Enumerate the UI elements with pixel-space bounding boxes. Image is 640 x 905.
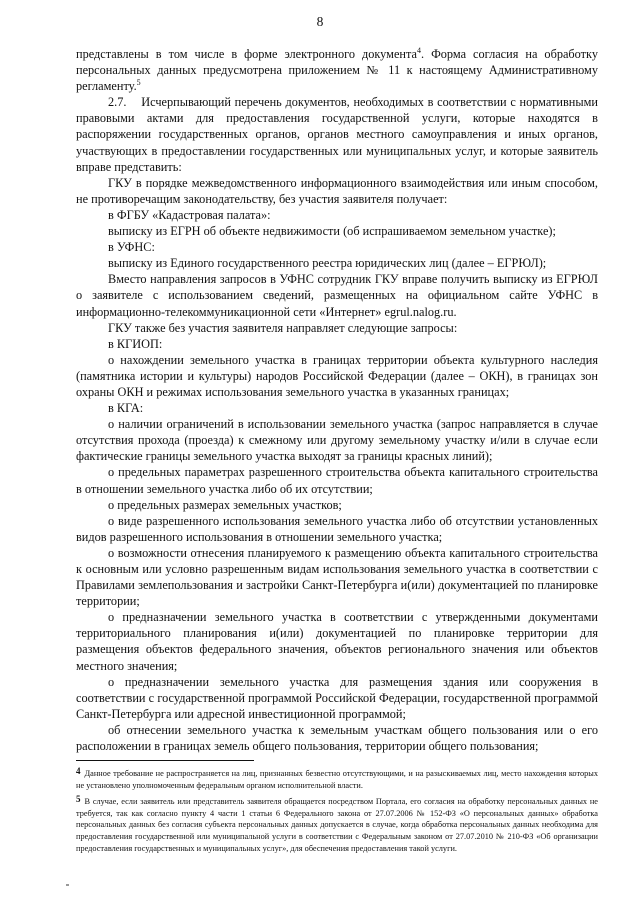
paragraph-restrictions: о наличии ограничений в использовании земельного участка (запрос направляется в случае отсутствия прохода (проезда) к смежному или другому земельному участку и/или в случае если фактические границы земельного участка выходят за границы красных линий); <box>76 417 598 464</box>
paragraph-kadastr: в ФГБУ «Кадастровая палата»: <box>108 207 271 222</box>
paragraph-ufns: в УФНС: <box>108 240 155 255</box>
paragraph-gku-receives: ГКУ в порядке межведомственного информационного взаимодействия или иным способом, не противоречащим законодательству, без участия заявителя получает: <box>76 175 598 206</box>
paragraph-kgiop: в КГИОП: <box>108 336 163 351</box>
paragraph-2-7: 2.7. Исчерпывающий перечень документов, необходимых в соответствии с нормативными правовыми актами для предоставления государственной услуги, которые находятся в распоряжении государственных органов, органов местного самоуправления и иных органов, участвующих в предоставлении государственных или муниципальных услуг, и которые заявитель вправе представить: <box>76 95 598 174</box>
footnote-ref-4[interactable]: 4 <box>416 45 421 55</box>
paragraph-use-possibility: о возможности отнесения планируемого к размещению объекта капитального строительства к основным или условно разрешенным видам использования земельного участка в соответствии с Правилами землепользования и застройки Санкт-Петербурга и(или) документацией по планировке территории; <box>76 545 598 609</box>
paragraph-permitted-use: о виде разрешенного использования земельного участка либо об отсутствии установленных видов разрешенного использования в отношении земельного участка; <box>76 513 598 544</box>
footnote-4: 4 Данное требование не распространяется на лиц, признанных безвестно отсутствующими, и на разыскиваемых лиц, место нахождения которых не установлено уполномоченным федеральным органом исполнительной власти. <box>76 766 598 790</box>
paragraph-construction-params: о предельных параметрах разрешенного строительства объекта капитального строительства в отношении земельного участка либо об их отсутствии; <box>76 465 598 496</box>
footnote-mark-4: 4 <box>76 766 81 776</box>
footnote-mark-5: 5 <box>76 794 81 805</box>
footnote-separator <box>76 760 254 761</box>
scan-speck <box>66 884 69 886</box>
page-number: 8 <box>316 14 324 29</box>
paragraph-plot-sizes: о предельных размерах земельных участков; <box>108 497 342 512</box>
paragraph-electronic-document: представлены в том числе в форме электронного документа$^4$. Форма согласия на обработку персональных данных предусмотрена приложением № 11 к настоящему Административному регламенту.$^5$ <box>76 45 598 94</box>
paragraph-public-land: об отнесении земельного участка к земельным участкам общего пользования или о его расположении в границах земель общего пользования, территории общего пользования; <box>76 722 598 754</box>
footnote-5: 5 В случае, если заявитель или представитель заявителя обращается посредством Портала, его согласия на обработку персональных данных не требуется, так как согласно пункту 4 части 1 статьи 6 Федерального закона от 27.07.2006 № 152-ФЗ «О персональных данных» обработка персональных данных без согласия субъекта персональных данных допускается в случае, когда обработка персональных данных необходима для предоставления государственной или муниципальной услуги в соответствии с Федеральным законом от 27.07.2010 № 210-ФЗ «Об организации предоставления государственных и муниципальных услуг», для обеспечения предоставления такой услуги. <box>76 794 598 853</box>
paragraph-requests: ГКУ также без участия заявителя направляет следующие запросы: <box>108 320 458 335</box>
document-body <box>76 46 598 754</box>
paragraph-egrul-online: Вместо направления запросов в УФНС сотрудник ГКУ вправе получить выписку из ЕГРЮЛ о заявителе с использованием сведений, размещенных на официальном сайте УФНС в информационно-телекоммуникационной сети «Интернет» egrul.nalog.ru. <box>76 272 598 319</box>
paragraph-kga: в КГА: <box>108 401 144 416</box>
paragraph-state-program: о предназначении земельного участка для размещения здания или сооружения в соответствии с государственной программой Российской Федерации, государственной программой Санкт-Петербурга или адресной инвестиционной программой; <box>76 674 598 721</box>
paragraph-okn: о нахождении земельного участка в границах территории объекта культурного наследия (памятника истории и культуры) народов Российской Федерации (далее – ОКН), в границах зон охраны ОКН и режимах использования земельного участка в указанных границах; <box>76 352 598 399</box>
footnote-ref-5[interactable]: 5 <box>136 78 141 88</box>
footnotes <box>76 766 598 854</box>
paragraph-egrn-extract: выписку из ЕГРН об объекте недвижимости (об испрашиваемом земельном участке); <box>108 224 556 239</box>
paragraph-territorial-planning: о предназначении земельного участка в соответствии с утвержденными документами территориального планирования и(или) документацией по планировке территории для размещения объектов федерального значения, объектов регионального значения или объектов местного значения; <box>76 610 598 673</box>
paragraph-egrul-extract: выписку из Единого государственного реестра юридических лиц (далее – ЕГРЮЛ); <box>108 256 547 271</box>
